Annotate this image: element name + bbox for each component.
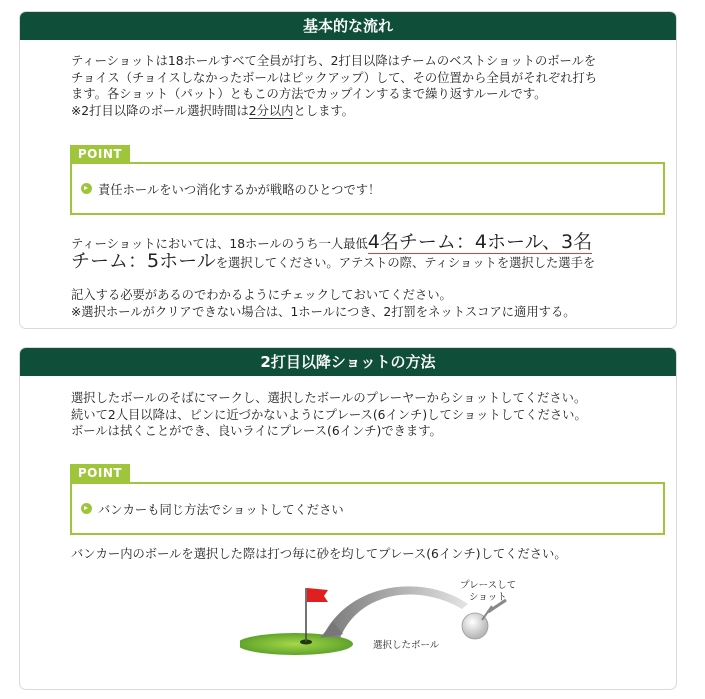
- text-suffix: を選択してください。アテストの際、ティショットを選択した選手を: [215, 256, 596, 270]
- shot-arc: [323, 586, 468, 638]
- selected-ball-label: 選択したボール: [373, 640, 440, 651]
- shot-illustration: [240, 576, 520, 686]
- text-line: 選択したボールのそばにマークし、選択したボールのプレーヤーからショットしてください。: [71, 391, 587, 405]
- emphasis-text: 4名チーム：4ホール、3名: [367, 231, 593, 253]
- bunker-paragraph: バンカー内のボールを選択した際は打つ毎に砂を均してプレース(6インチ)してください。: [71, 547, 567, 561]
- method-paragraph: [71, 390, 671, 440]
- text-line: ティーショットは18ホールすべて全員が打ち、2打目以降はチームのベストショットのボールを: [71, 54, 597, 68]
- place-shot-label: ショット: [469, 592, 507, 603]
- text-line: チョイス（チョイスしなかったボールはピックアップ）して、その位置から全員がそれぞれ打ち: [71, 70, 598, 85]
- section-title: 基本的な流れ: [20, 12, 676, 40]
- tee-shot-paragraph-cont: [71, 287, 671, 320]
- section-second-shot: [19, 347, 677, 690]
- note-prefix: ※2打目以降のボール選択時間は: [71, 103, 249, 118]
- rules-paragraph: [71, 53, 671, 119]
- note-underlined: 2分以内: [248, 103, 294, 118]
- emphasis-text: チーム：5ホール: [71, 250, 216, 272]
- note-line: ※選択ホールがクリアできない場合は、1ホールにつき、2打罰をネットスコアに適用する。: [71, 304, 576, 319]
- text-line: ボールは拭くことができ、良いライにプレース(6インチ)できます。: [71, 424, 442, 438]
- text-line: 続いて2人目以降は、ピンに近づかないようにプレース(6インチ)してショットしてください。: [71, 407, 587, 422]
- chevron-right-icon: [81, 183, 92, 194]
- point-box: [70, 482, 665, 535]
- place-shot-label: プレースして: [460, 580, 517, 591]
- tee-shot-paragraph: [71, 231, 671, 272]
- section-title: 2打目以降ショットの方法: [20, 348, 676, 376]
- point-label: POINT: [70, 464, 130, 483]
- text-line: 記入する必要があるのでわかるようにチェックしておいてください。: [71, 288, 452, 302]
- text-prefix: ティーショットにおいては、18ホールのうち一人最低: [71, 237, 368, 251]
- point-label: POINT: [70, 145, 130, 164]
- point-box: [70, 162, 665, 215]
- chevron-right-icon: [81, 503, 92, 514]
- note-line: [71, 103, 671, 120]
- point-text: バンカーも同じ方法でショットしてください: [98, 502, 344, 517]
- point-text: 責任ホールをいつ消化するかが戦略のひとつです！: [98, 182, 381, 197]
- flag-icon: [307, 588, 328, 602]
- note-suffix: とします。: [293, 103, 354, 118]
- section-basic-flow: [19, 11, 677, 329]
- text-line: ます。各ショット（パット）ともこの方法でカップインするまで繰り返すルールです。: [71, 87, 547, 101]
